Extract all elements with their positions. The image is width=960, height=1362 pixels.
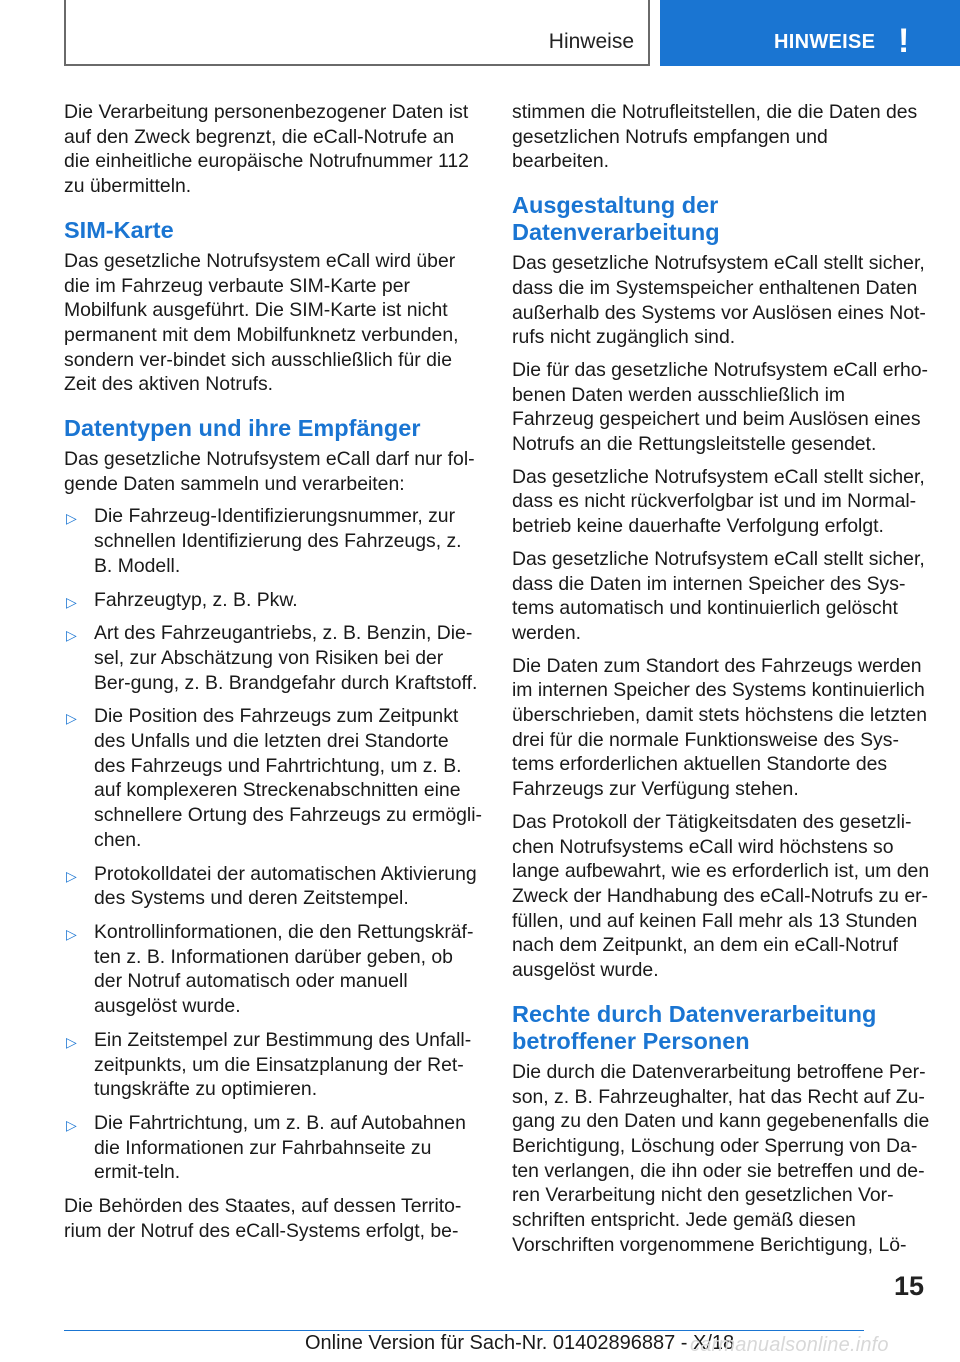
sim-paragraph: Das gesetzliche Notrufsystem eCall wird über die im Fahrzeug verbaute SIM-Karte per Mobilfunk ausgeführt. Die SIM-Karte ist nicht permanent mit dem Mobilfunknetz verbunden, sondern ver-bindet sich ausschließlich für die Zeit des aktiven Notrufs.	[64, 249, 459, 396]
footer-rule	[64, 1330, 864, 1331]
closing-paragraph: Die Behörden des Staates, auf dessen Territo-rium der Notruf des eCall-Systems erfolgt, be-	[64, 1195, 462, 1242]
left-column	[64, 100, 482, 1251]
list-item: ▷ Protokolldatei der automatischen Aktivierung des Systems und deren Zeitstempel.	[66, 862, 477, 910]
chapter-tab	[660, 0, 960, 66]
list-item: ▷ Art des Fahrzeugantriebs, z. B. Benzin, Die-sel, zur Abschätzung von Risiken bei der Ber-gung, z. B. Brandgefahr durch Kraftstoff.	[66, 622, 478, 694]
page-number: 15	[894, 1271, 925, 1301]
section-header-box	[64, 0, 650, 66]
heading-datentypen: Datentypen und ihre Empfänger	[64, 415, 421, 442]
chapter-tab-label: HINWEISE	[774, 31, 876, 53]
footer-text: Online Version für Sach-Nr. 01402896887 - X/18	[305, 1332, 735, 1354]
ausgestaltung-paragraph-5: Die Daten zum Standort des Fahrzeugs werden im internen Speicher des Systems kontinuierlich überschrieben, damit stets höchstens die letzten drei für die normale Funktionsweise des Sys-tems erforderlichen aktuellen Standorte des Fahrzeugs zur Verfügung stehen.	[512, 654, 927, 801]
triangle-bullet-icon: ▷	[66, 593, 77, 610]
ausgestaltung-paragraph-1: Das gesetzliche Notrufsystem eCall stellt sicher, dass die im Systemspeicher enthaltenen Daten außerhalb des Systems vor Auslösen eines Not-rufs nicht zugänglich sind.	[512, 252, 926, 349]
exclamation-icon: !	[898, 22, 910, 60]
triangle-bullet-icon: ▷	[66, 510, 77, 527]
list-item: ▷ Die Position des Fahrzeugs zum Zeitpunkt des Unfalls und die letzten drei Standorte des Fahrzeugs und Fahrtrichtung, um z. B. auf komplexeren Streckenabschnitten eine schnellere Ortung des Fahrzeugs zu ermögli-chen.	[66, 705, 482, 851]
triangle-bullet-icon: ▷	[66, 925, 77, 942]
continued-paragraph: stimmen die Notrufleitstellen, die die Daten des gesetzlichen Notrufs empfangen und bearbeiten.	[512, 101, 918, 173]
triangle-bullet-icon: ▷	[66, 627, 77, 644]
heading-sim-karte: SIM-Karte	[64, 216, 174, 243]
section-title: Hinweise	[548, 30, 634, 53]
list-item: ▷ Ein Zeitstempel zur Bestimmung des Unfall-zeitpunkts, um die Einsatzplanung der Ret-tungskräfte zu optimieren.	[66, 1028, 472, 1101]
right-column	[512, 100, 930, 1265]
list-item: ▷ Fahrzeugtyp, z. B. Pkw.	[64, 588, 482, 613]
triangle-bullet-icon: ▷	[66, 710, 77, 727]
ausgestaltung-paragraph-6: Das Protokoll der Tätigkeitsdaten des gesetzli-chen Notrufsystems eCall wird höchstens so lange aufbewahrt, wie es erforderlich ist, um den Zweck der Handhabung des eCall-Notrufs zu er-füllen, und auf keinen Fall mehr als 13 Stunden nach dem Zeitpunkt, an dem ein eCall-Notruf ausgelöst wurde.	[512, 810, 930, 982]
triangle-bullet-icon: ▷	[66, 1116, 77, 1133]
data-type-list	[64, 504, 482, 1185]
triangle-bullet-icon: ▷	[66, 1033, 77, 1050]
intro-paragraph: Die Verarbeitung personenbezogener Daten ist auf den Zweck begrenzt, die eCall-Notrufe an die einheitliche europäische Notrufnummer 112 zu übermitteln.	[64, 101, 469, 198]
page-header	[0, 0, 960, 66]
watermark: carmanualsonline.info	[690, 1334, 889, 1356]
heading-ausgestaltung: Ausgestaltung der Datenverarbeitung	[512, 192, 720, 246]
heading-rechte: Rechte durch Datenverarbeitung betroffener Personen	[512, 1000, 877, 1054]
triangle-bullet-icon: ▷	[66, 867, 77, 884]
list-item: ▷ Die Fahrzeug-Identifizierungsnummer, zur schnellen Identifizierung des Fahrzeugs, z. B. Modell.	[66, 505, 462, 577]
ausgestaltung-paragraph-2: Die für das gesetzliche Notrufsystem eCall erho-benen Daten werden ausschließlich im Fahrzeug gespeichert und beim Auslösen eines Notrufs an die Rettungsleitstelle gesendet.	[512, 358, 928, 456]
ausgestaltung-paragraph-3: Das gesetzliche Notrufsystem eCall stellt sicher, dass es nicht rückverfolgbar ist und im Normal-betrieb keine dauerhafte Verfolgung erfolgt.	[512, 465, 925, 538]
rechte-paragraph: Die durch die Datenverarbeitung betroffene Per-son, z. B. Fahrzeughalter, hat das Recht auf Zu-gang zu den Daten und kann gegebenenfalls die Berichtigung, Löschung oder Sperrung von Da-ten verlangen, die ihn oder sie betreffen und de-ren Verarbeitung nicht den gesetzlichen Vor-schriften entspricht. Jede gemäß diesen Vorschriften vorgenommene Berichtigung, Lö-	[512, 1060, 930, 1256]
ausgestaltung-paragraph-4: Das gesetzliche Notrufsystem eCall stellt sicher, dass die Daten im internen Speicher des Sys-tems automatisch und kontinuierlich gelöscht werden.	[512, 547, 925, 644]
list-item: ▷ Die Fahrtrichtung, um z. B. auf Autobahnen die Informationen zur Fahrbahnseite zu ermit-teln.	[66, 1111, 466, 1184]
list-item: ▷ Kontrollinformationen, die den Rettungskräf-ten z. B. Informationen darüber geben, ob der Notruf automatisch oder manuell ausgelöst wurde.	[66, 920, 474, 1018]
datentypen-paragraph: Das gesetzliche Notrufsystem eCall darf nur fol-gende Daten sammeln und verarbeiten:	[64, 448, 475, 495]
